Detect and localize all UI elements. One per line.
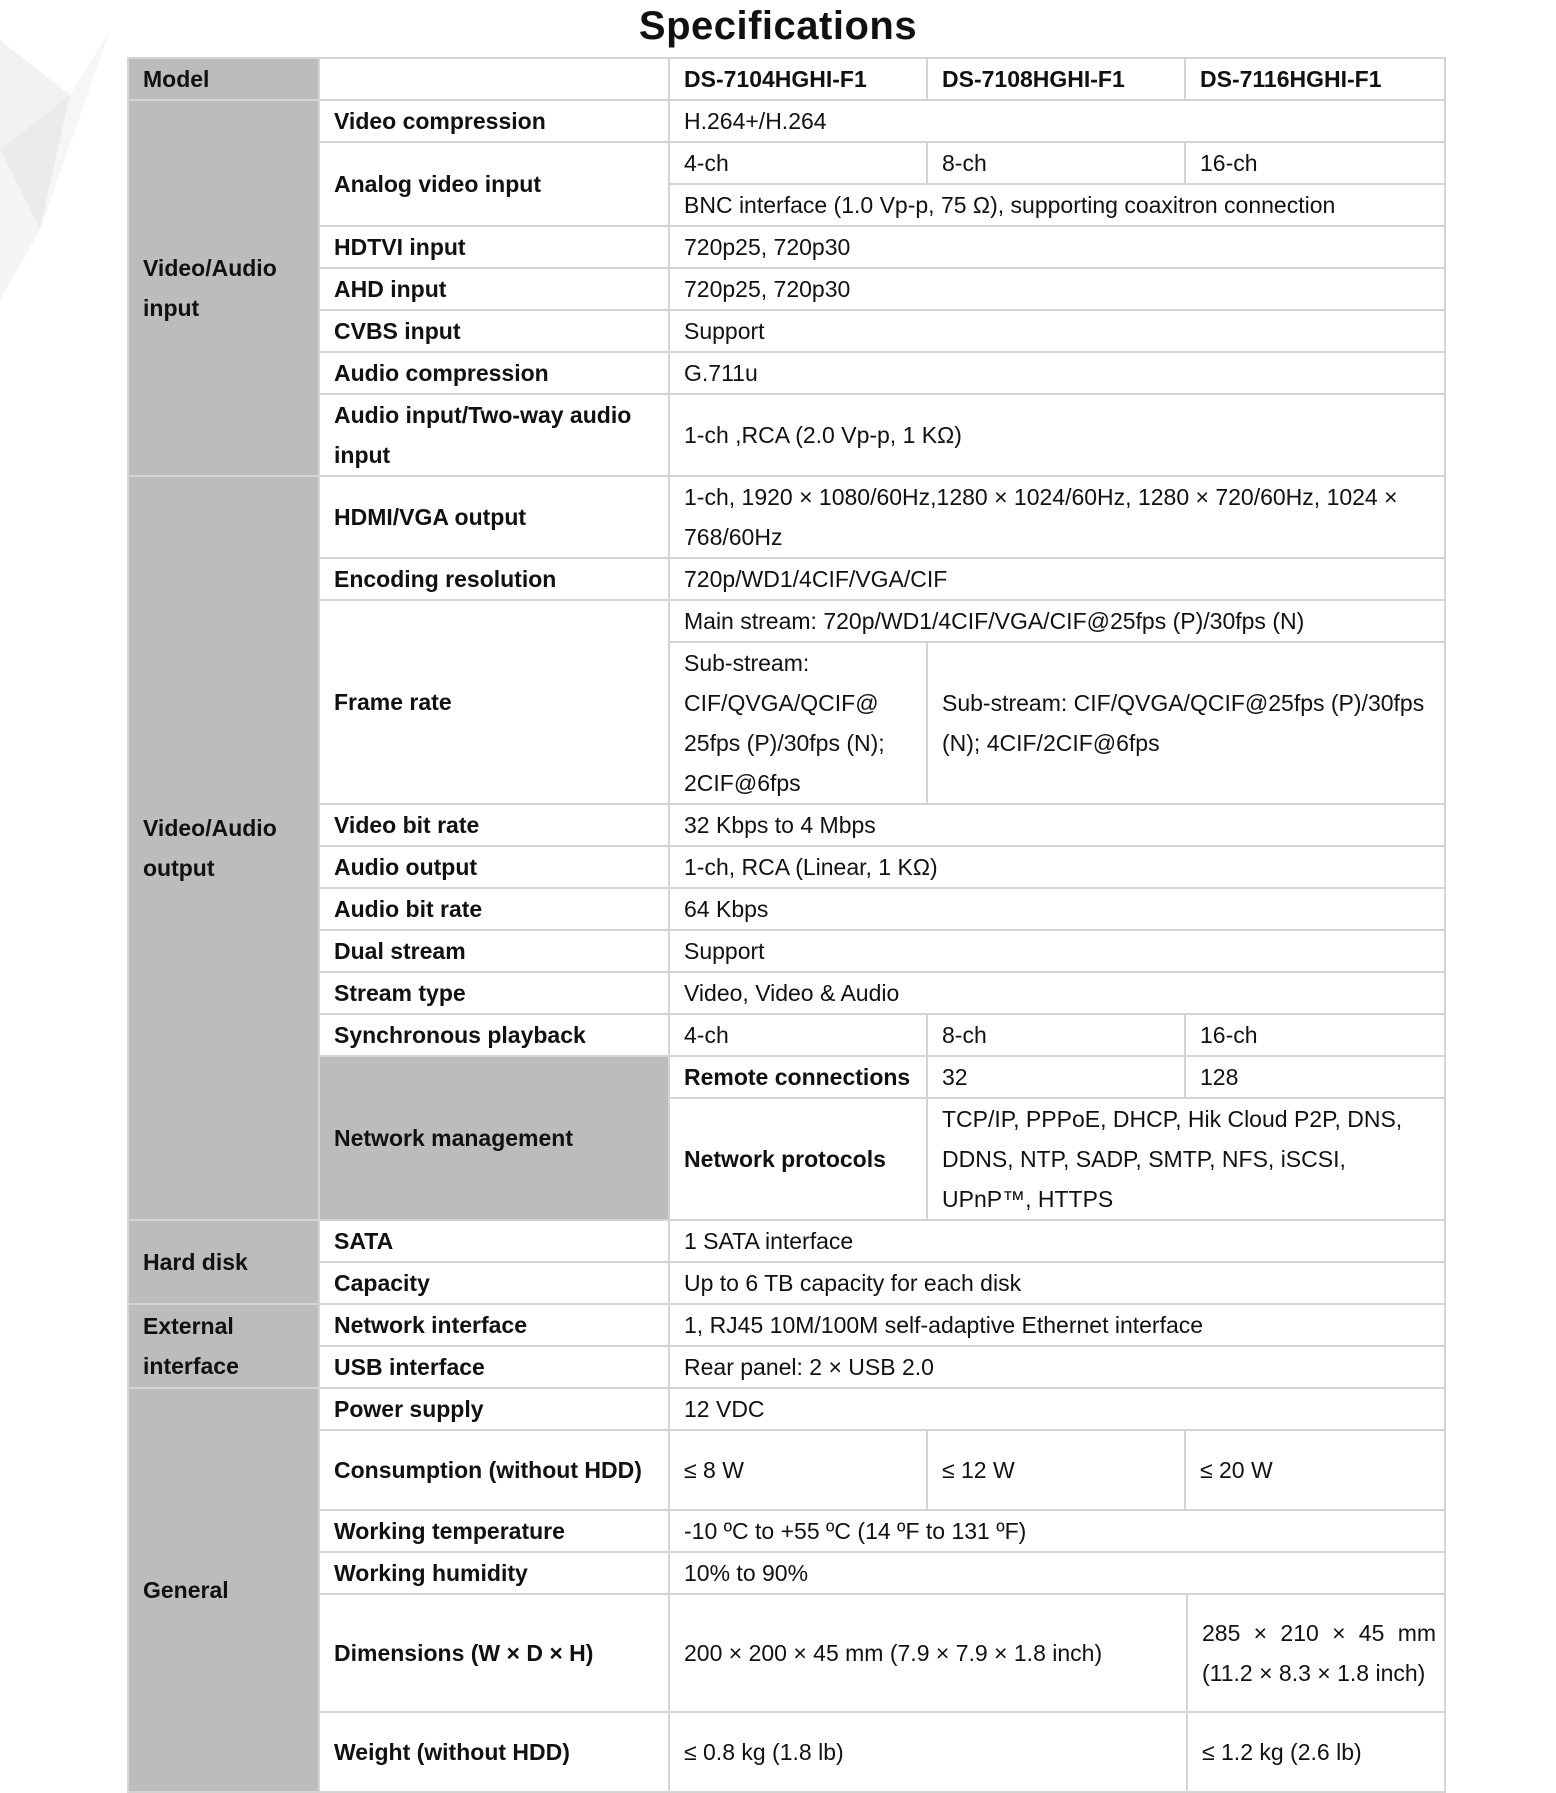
param-label: Consumption (without HDD) [319,1430,669,1510]
param-value: 720p25, 720p30 [669,268,1445,310]
model-name: DS-7108HGHI-F1 [927,58,1185,100]
table-row [128,310,1445,352]
table-row [128,888,1445,930]
param-value: 1 SATA interface [669,1220,1445,1262]
param-label: Network protocols [669,1098,927,1220]
param-value: Support [669,310,1445,352]
param-value: 32 Kbps to 4 Mbps [669,804,1445,846]
param-value: 1-ch, RCA (Linear, 1 KΩ) [669,846,1445,888]
param-value: ≤ 12 W [927,1430,1185,1510]
table-row [128,100,1445,142]
category-video-audio-output: Video/Audio output [128,476,319,1220]
param-label: Encoding resolution [319,558,669,600]
param-value: 4-ch [669,142,927,184]
param-value: 4-ch [669,1014,927,1056]
param-value: 1-ch ,RCA (2.0 Vp-p, 1 KΩ) [669,394,1445,476]
param-value: -10 ºC to +55 ºC (14 ºF to 131 ºF) [669,1510,1445,1552]
param-label: Power supply [319,1388,669,1430]
param-value: 1-ch, 1920 × 1080/60Hz,1280 × 1024/60Hz, 1280 × 720/60Hz, 1024 × 768/60Hz [669,476,1445,558]
param-label: Stream type [319,972,669,1014]
param-value: ≤ 0.8 kg (1.8 lb) [669,1712,1187,1792]
table-row [128,1552,1445,1594]
param-label: HDMI/VGA output [319,476,669,558]
category-network: Network management [319,1056,669,1220]
param-value: 720p25, 720p30 [669,226,1445,268]
table-row [128,268,1445,310]
table-row [128,1430,1445,1510]
param-value: Main stream: 720p/WD1/4CIF/VGA/CIF@25fps (P)/30fps (N) [669,600,1445,642]
page-title: Specifications [638,4,918,48]
category-hard-disk: Hard disk [128,1220,319,1304]
table-row [128,1346,1445,1388]
table-row [128,476,1445,558]
spec-table [127,57,1446,1793]
table-row [128,558,1445,600]
param-value: TCP/IP, PPPoE, DHCP, Hik Cloud P2P, DNS, DDNS, NTP, SADP, SMTP, NFS, iSCSI, UPnP™, HTTPS [927,1098,1445,1220]
param-value: BNC interface (1.0 Vp-p, 75 Ω), supporting coaxitron connection [669,184,1445,226]
param-value: Sub-stream: CIF/QVGA/QCIF@ 25fps (P)/30fps (N); 2CIF@6fps [669,642,927,804]
param-value: Video, Video & Audio [669,972,1445,1014]
param-label: Analog video input [319,142,669,226]
table-row [128,1262,1445,1304]
param-label: USB interface [319,1346,669,1388]
table-row [128,600,1445,642]
param-label: Audio bit rate [319,888,669,930]
param-label: Audio compression [319,352,669,394]
param-label: Video compression [319,100,669,142]
table-row [128,1014,1445,1056]
param-label: Working temperature [319,1510,669,1552]
model-name: DS-7116HGHI-F1 [1185,58,1445,100]
param-value: 128 [1185,1056,1445,1098]
table-row [128,930,1445,972]
param-value: ≤ 8 W [669,1430,927,1510]
category-video-audio-input: Video/Audio input [128,100,319,476]
param-label: Dimensions (W × D × H) [319,1594,669,1712]
table-row [128,1220,1445,1262]
param-value: 720p/WD1/4CIF/VGA/CIF [669,558,1445,600]
table-row [128,58,1445,100]
table-row [128,352,1445,394]
param-value: 8-ch [927,142,1185,184]
param-value: 32 [927,1056,1185,1098]
category-general: General [128,1388,319,1792]
param-label: Capacity [319,1262,669,1304]
param-value: ≤ 1.2 kg (2.6 lb) [1187,1712,1445,1792]
table-row [128,1388,1445,1430]
param-label: HDTVI input [319,226,669,268]
param-value: 8-ch [927,1014,1185,1056]
table-row [128,1712,1445,1792]
table-row [128,1056,1445,1098]
param-label: Audio input/Two-way audio input [319,394,669,476]
param-label: SATA [319,1220,669,1262]
table-row [128,142,1445,184]
param-value: 16-ch [1185,1014,1445,1056]
table-row [128,226,1445,268]
model-name: DS-7104HGHI-F1 [669,58,927,100]
model-label: Model [128,58,319,100]
param-label: CVBS input [319,310,669,352]
param-label: Remote connections [669,1056,927,1098]
param-value: 16-ch [1185,142,1445,184]
table-row [128,1594,1445,1712]
param-value: 1, RJ45 10M/100M self-adaptive Ethernet interface [669,1304,1445,1346]
param-label: AHD input [319,268,669,310]
param-value: Support [669,930,1445,972]
param-value: 64 Kbps [669,888,1445,930]
param-value: ≤ 20 W [1185,1430,1445,1510]
param-value: G.711u [669,352,1445,394]
param-label: Audio output [319,846,669,888]
param-label: Working humidity [319,1552,669,1594]
param-value: Up to 6 TB capacity for each disk [669,1262,1445,1304]
param-value: H.264+/H.264 [669,100,1445,142]
param-value: 12 VDC [669,1388,1445,1430]
param-value: 285 × 210 × 45 mm (11.2 × 8.3 × 1.8 inch) [1187,1594,1445,1712]
table-row [128,972,1445,1014]
table-row [128,1510,1445,1552]
param-label: Dual stream [319,930,669,972]
param-label: Video bit rate [319,804,669,846]
param-value: 10% to 90% [669,1552,1445,1594]
param-label: Network interface [319,1304,669,1346]
table-row [128,846,1445,888]
param-label: Synchronous playback [319,1014,669,1056]
table-row [128,804,1445,846]
param-value: 200 × 200 × 45 mm (7.9 × 7.9 × 1.8 inch) [669,1594,1187,1712]
param-value: Sub-stream: CIF/QVGA/QCIF@25fps (P)/30fps (N); 4CIF/2CIF@6fps [927,642,1445,804]
blank-cell [319,58,669,100]
param-label: Weight (without HDD) [319,1712,669,1792]
category-external-interface: External interface [128,1304,319,1388]
param-value: Rear panel: 2 × USB 2.0 [669,1346,1445,1388]
param-label: Frame rate [319,600,669,804]
table-row [128,394,1445,476]
table-row [128,1304,1445,1346]
